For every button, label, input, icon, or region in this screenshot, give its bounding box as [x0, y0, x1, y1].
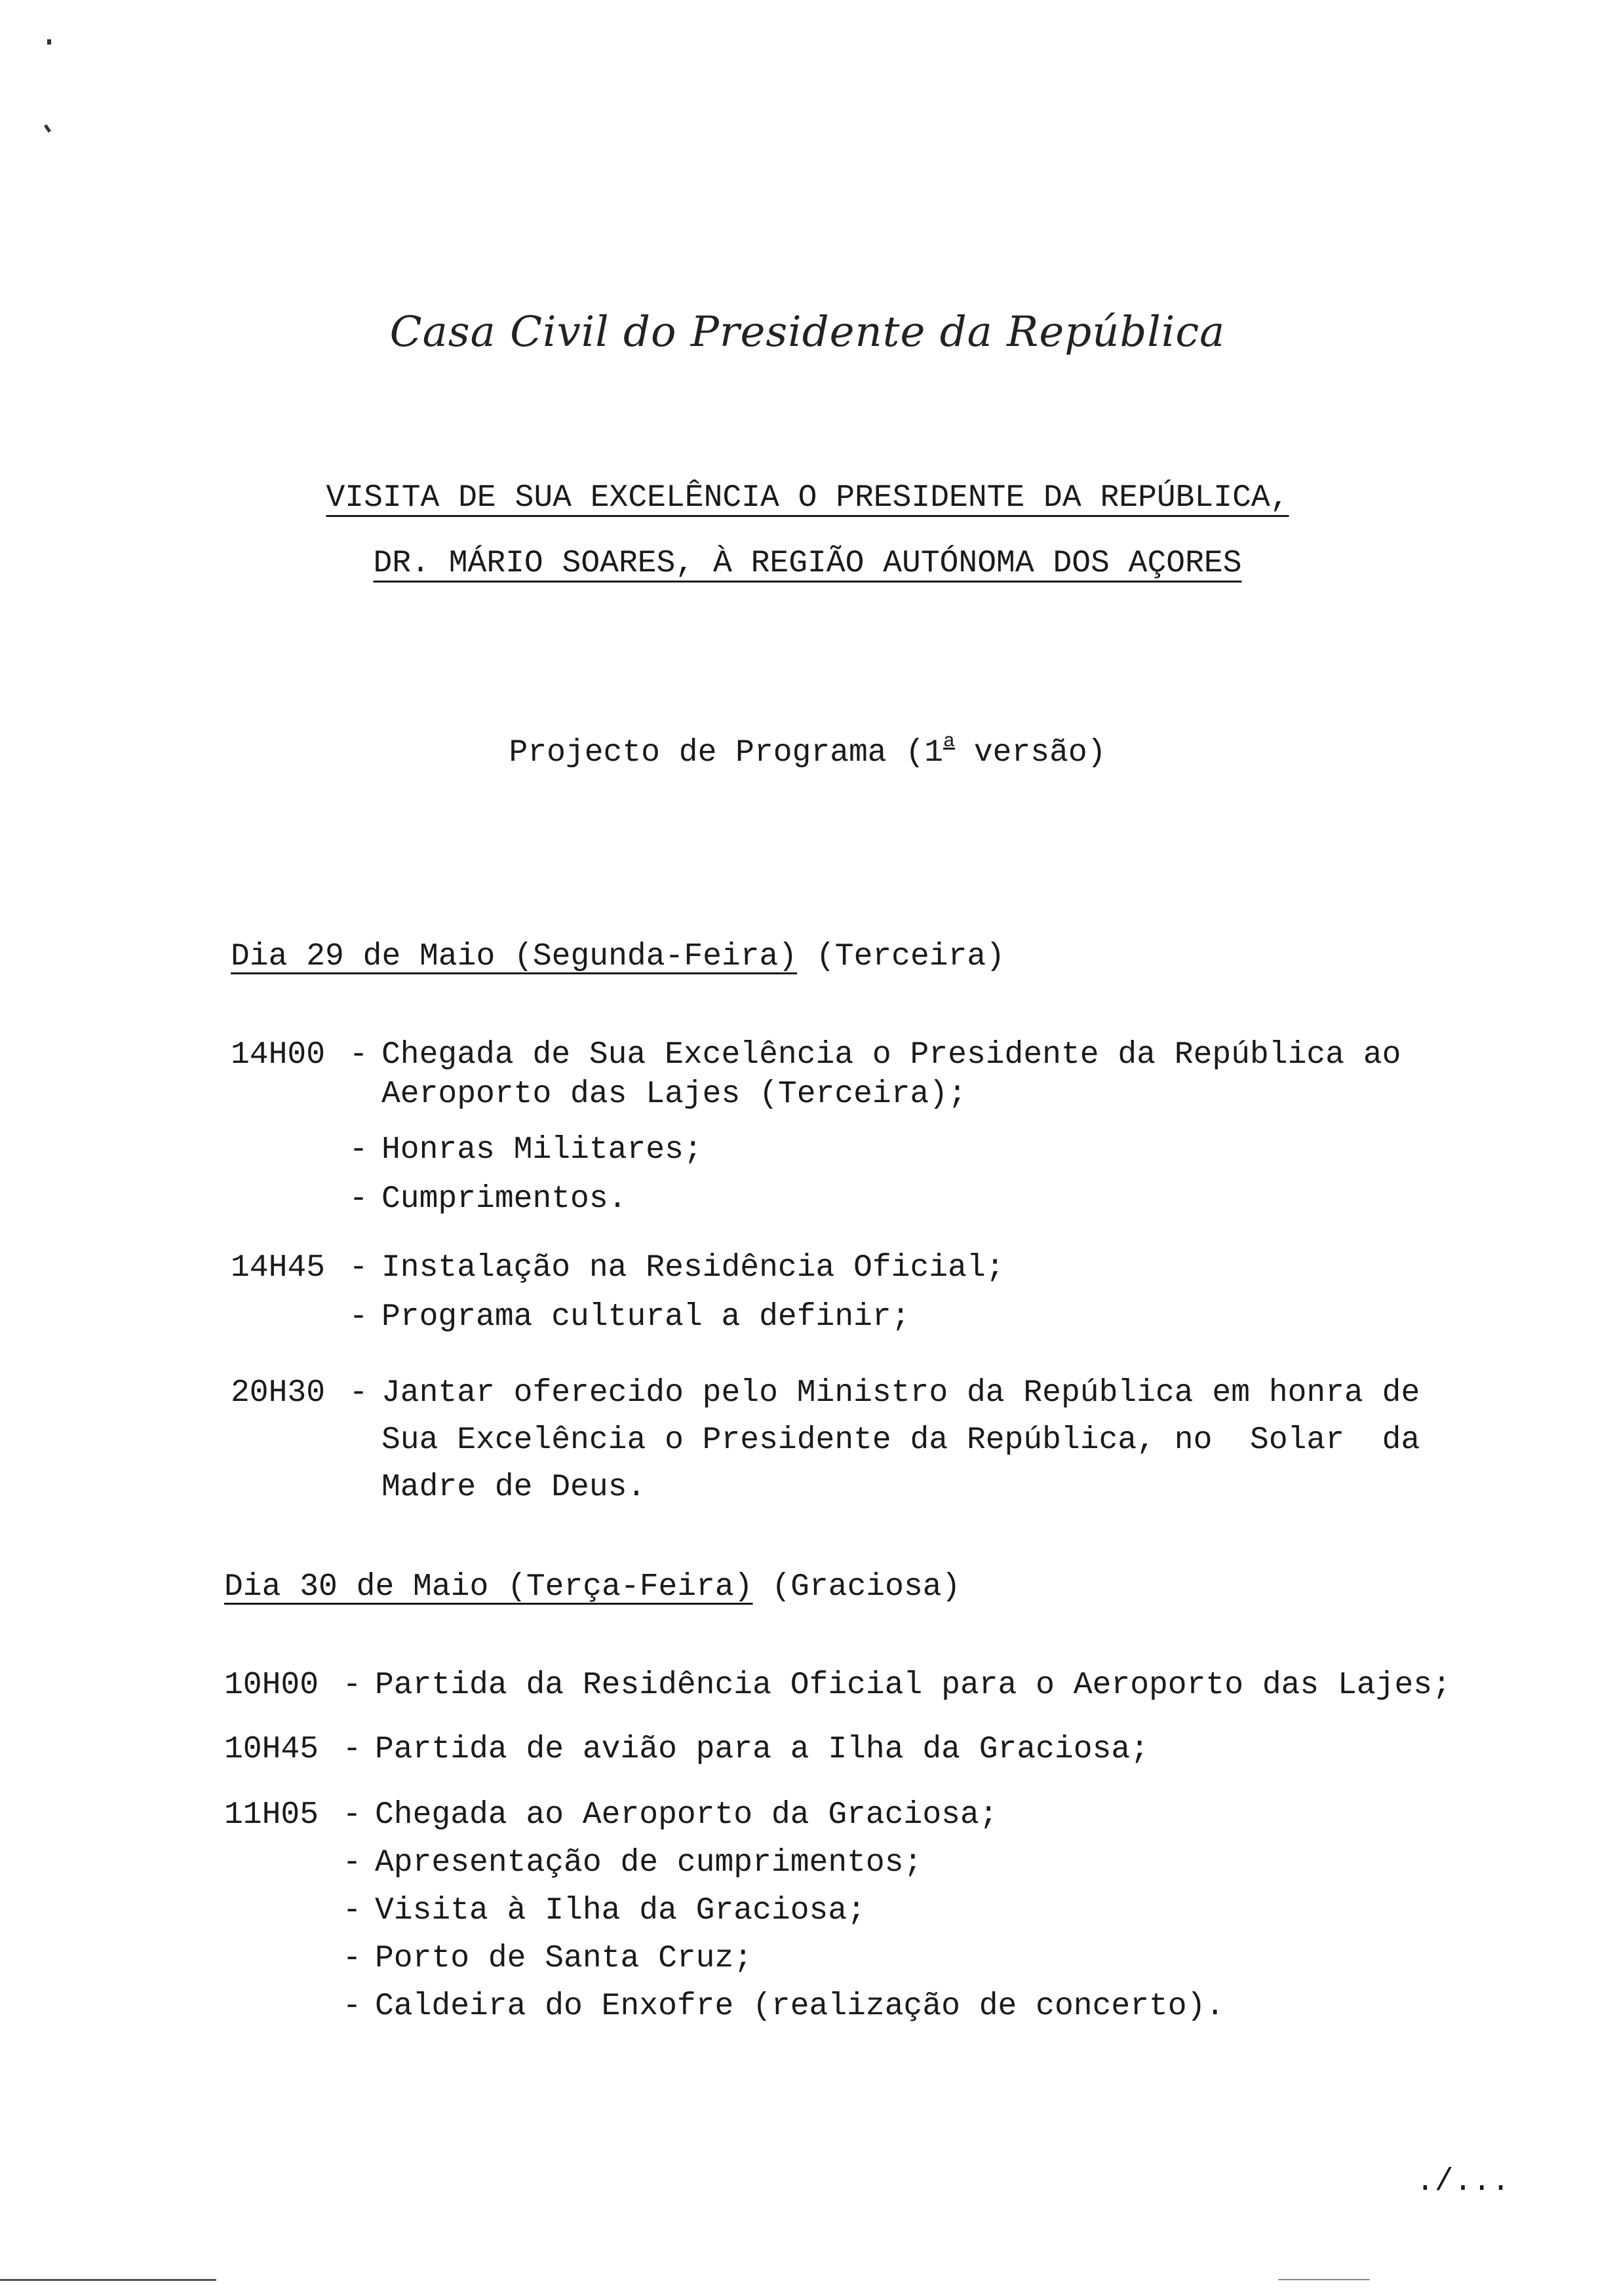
day-heading-date: Dia 30 de Maio (Terça-Feira) — [224, 1569, 753, 1605]
subitem-text: Honras Militares; — [381, 1132, 703, 1168]
subitem-dash: - — [349, 1299, 368, 1335]
entry-dash: - — [342, 1732, 362, 1767]
subitem-text: Cumprimentos. — [381, 1181, 627, 1217]
entry-line: Madre de Deus. — [381, 1470, 646, 1505]
subitem-text: Porto de Santa Cruz; — [375, 1941, 753, 1976]
title-line-2-text: DR. MÁRIO SOARES, À REGIÃO AUTÓNOMA DOS AÇORES — [373, 546, 1242, 581]
subitem-text: Programa cultural a definir; — [381, 1299, 910, 1335]
entry-subitem — [336, 1179, 627, 1219]
day-heading-island: (Graciosa) — [771, 1569, 961, 1605]
subtitle-text-end: versão) — [955, 735, 1106, 771]
subitem-dash: - — [342, 1893, 362, 1928]
scan-speck — [47, 39, 51, 45]
entry-line: Partida de avião para a Ilha da Graciosa; — [375, 1732, 1149, 1767]
entry-line: Aeroporto das Lajes (Terceira); — [381, 1077, 967, 1112]
subitem-dash: - — [342, 1845, 362, 1881]
day-heading-island: (Terceira) — [815, 939, 1005, 974]
entry-line: Sua Excelência o Presidente da República, no Solar da — [381, 1423, 1420, 1458]
schedule-entry — [224, 1666, 1451, 1705]
entry-subitem — [329, 1987, 1224, 2026]
day-heading-date: Dia 29 de Maio (Segunda-Feira) — [231, 939, 798, 974]
continuation-mark: ./... — [1416, 2164, 1511, 2200]
entry-text — [381, 1035, 1401, 1114]
subitem-dash: - — [349, 1181, 368, 1217]
subitem-text: Apresentação de cumprimentos; — [375, 1845, 923, 1881]
entry-subitem — [336, 1297, 910, 1337]
schedule-entry — [224, 1795, 998, 1835]
entry-text — [381, 1369, 1420, 1511]
schedule-entry — [231, 1035, 1401, 1114]
schedule-entry — [231, 1369, 1420, 1511]
entry-line: Jantar oferecido pelo Ministro da República em honra de — [381, 1375, 1420, 1411]
letterhead: Casa Civil do Presidente da República — [389, 308, 1226, 356]
entry-time: 14H45 — [231, 1250, 326, 1286]
entry-text — [375, 1666, 1451, 1705]
document-subtitle — [0, 722, 1615, 773]
document-title-line-1 — [0, 478, 1615, 518]
entry-time: 10H45 — [224, 1732, 319, 1767]
entry-dash: - — [349, 1037, 368, 1073]
entry-subitem — [329, 1843, 922, 1883]
entry-line: Partida da Residência Oficial para o Aeroporto das Lajes; — [375, 1668, 1451, 1703]
entry-line: Instalação na Residência Oficial; — [381, 1250, 1005, 1286]
subtitle-text: Projecto de Programa (1 — [509, 735, 944, 771]
document-title-line-2 — [0, 544, 1615, 583]
entry-line: Chegada ao Aeroporto da Graciosa; — [375, 1797, 998, 1833]
schedule-entry — [231, 1248, 1005, 1288]
entry-text — [375, 1730, 1149, 1769]
subtitle-superscript: a — [943, 731, 956, 753]
entry-time: 10H00 — [224, 1668, 319, 1703]
entry-subitem — [336, 1130, 703, 1170]
subitem-text: Caldeira do Enxofre (realização de concerto). — [375, 1989, 1225, 2024]
entry-dash: - — [342, 1668, 362, 1703]
entry-dash: - — [349, 1375, 368, 1411]
day-heading — [231, 937, 1005, 976]
entry-subitem — [329, 1939, 752, 1978]
subitem-dash: - — [342, 1989, 362, 2024]
entry-time: 20H30 — [231, 1375, 326, 1411]
entry-dash: - — [342, 1797, 362, 1833]
entry-time: 14H00 — [231, 1037, 326, 1073]
scan-edge-line — [0, 2279, 216, 2281]
schedule-entry — [224, 1730, 1149, 1769]
entry-text — [381, 1248, 1005, 1288]
day-heading — [224, 1567, 960, 1607]
subitem-dash: - — [349, 1132, 368, 1168]
entry-subitem — [329, 1891, 866, 1930]
entry-dash: - — [349, 1250, 368, 1286]
entry-text — [375, 1795, 998, 1835]
title-line-1-text: VISITA DE SUA EXCELÊNCIA O PRESIDENTE DA REPÚBLICA, — [326, 480, 1289, 516]
subitem-dash: - — [342, 1941, 362, 1976]
scan-edge-line — [1278, 2279, 1370, 2280]
subitem-text: Visita à Ilha da Graciosa; — [375, 1893, 866, 1928]
entry-line: Chegada de Sua Excelência o Presidente da República ao — [381, 1037, 1401, 1073]
scan-speck — [44, 124, 51, 133]
entry-time: 11H05 — [224, 1797, 319, 1833]
